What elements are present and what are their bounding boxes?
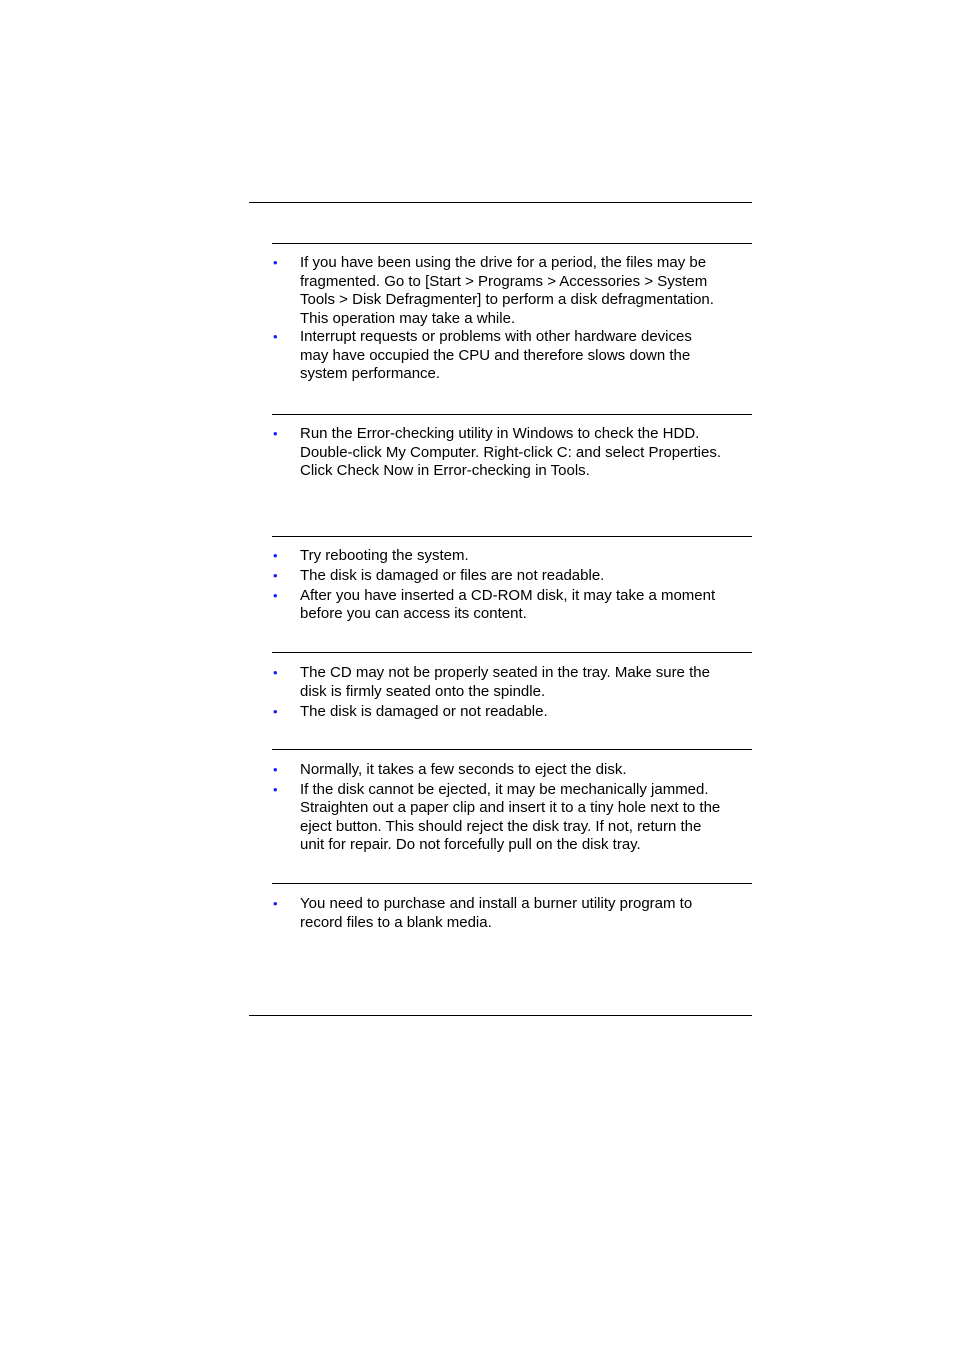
list-item: [272, 761, 760, 780]
list-item-text: Run the Error-checking utility in Windows to check the HDD. Double-click My Computer. Right-click C: and select Properties. Click Check Now in Error-checking in Tools.: [300, 425, 721, 479]
list-item: [272, 587, 760, 624]
list-item-text: Interrupt requests or problems with other hardware devices may have occupied the CPU and therefore slows down the system performance.: [300, 328, 692, 382]
list-item: [272, 895, 760, 932]
bullet-icon: •: [273, 703, 278, 719]
list-item-text: The disk is damaged or not readable.: [300, 702, 548, 720]
list-item: [272, 703, 760, 722]
list-item-text: If the disk cannot be ejected, it may be mechanically jammed. Straighten out a paper clip and insert it to a tiny hole next to the eject button. This should reject the disk tray. If not, return the unit for repair. Do not forcefully pull on the disk tray.: [300, 780, 721, 853]
bullet-list: [272, 895, 752, 932]
bullet-icon: •: [273, 548, 278, 563]
bullet-list: [272, 761, 752, 855]
bullet-icon: •: [273, 781, 278, 797]
section-divider: [272, 414, 752, 415]
bullet-icon: •: [273, 762, 278, 777]
troubleshoot-section-1: [272, 243, 752, 384]
list-item: [272, 781, 760, 855]
list-item-text: Normally, it takes a few seconds to eject the disk.: [300, 761, 627, 778]
list-item-text: After you have inserted a CD-ROM disk, it may take a moment before you can access its content.: [300, 586, 716, 622]
troubleshoot-section-2: [272, 414, 752, 481]
list-item-text: Try rebooting the system.: [300, 547, 469, 564]
bullet-icon: •: [273, 587, 278, 603]
list-item: [272, 567, 760, 586]
list-item: [272, 254, 760, 328]
bullet-icon: •: [273, 568, 278, 583]
bullet-icon: •: [273, 665, 278, 680]
bullet-list: [272, 547, 752, 624]
list-item: [272, 547, 760, 566]
troubleshoot-section-4: [272, 652, 752, 721]
list-item: [272, 664, 760, 701]
list-item: [272, 425, 782, 481]
section-divider: [272, 749, 752, 750]
bullet-list: [272, 425, 752, 481]
list-item: [272, 328, 760, 384]
bullet-icon: •: [273, 329, 278, 344]
bullet-icon: •: [273, 426, 278, 441]
section-divider: [272, 652, 752, 653]
section-divider: [272, 883, 752, 884]
list-item-text: The disk is damaged or files are not readable.: [300, 567, 605, 584]
page-bottom-rule: [249, 1015, 752, 1016]
list-item-text: If you have been using the drive for a period, the files may be fragmented. Go to [Start > Programs > Accessories > System Tools > Disk Defragmenter] to perform a disk defragmentation. This operation may take a while.: [300, 254, 714, 327]
bullet-icon: •: [273, 896, 278, 911]
bullet-list: [272, 254, 752, 384]
troubleshoot-section-5: [272, 749, 752, 855]
page-top-rule: [249, 202, 752, 203]
section-divider: [272, 536, 752, 537]
troubleshoot-section-6: [272, 883, 752, 932]
bullet-list: [272, 664, 752, 721]
section-divider: [272, 243, 752, 244]
list-item-text: The CD may not be properly seated in the tray. Make sure the disk is firmly seated onto the spindle.: [300, 664, 710, 700]
list-item-text: You need to purchase and install a burner utility program to record files to a blank media.: [300, 895, 693, 931]
bullet-icon: •: [273, 255, 278, 270]
troubleshoot-section-3: [272, 536, 752, 624]
